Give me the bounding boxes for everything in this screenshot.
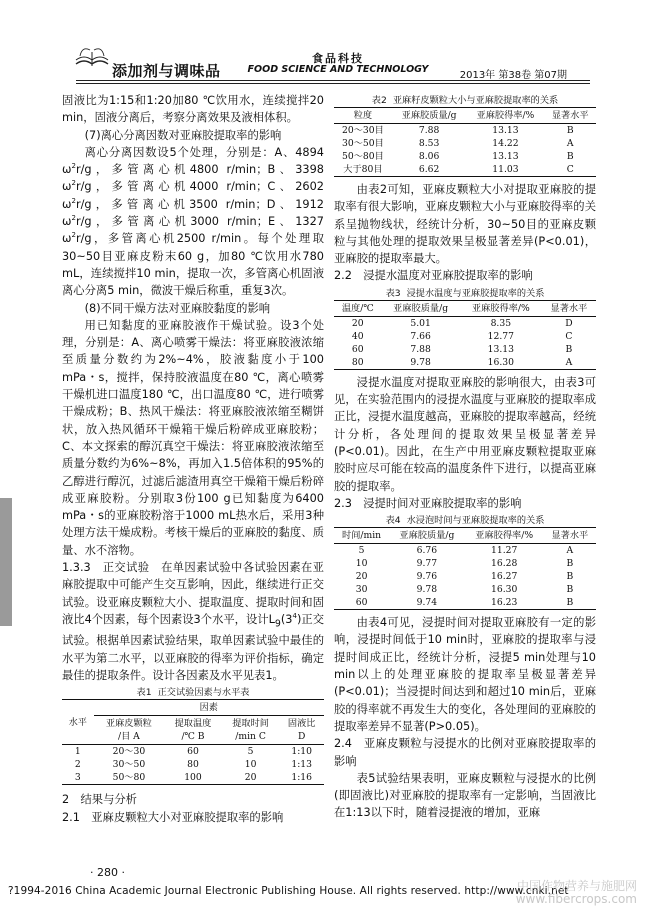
table-header: 亚麻胶得率/% [466,108,544,124]
table-row: 60 9.74 16.23 B [355,597,574,609]
paragraph-7: 离心分离因数设5个处理，分别是：A、4894 $\omega^2r/g$，多管离心机4800 r/min；B、3398 $\omega^2r/g$，多管离心机4000 r/min；C、2602 $\omega^2r/g$，多管离心机3500 r/min；D、1912 $\omega^2r/g$，多管离心机3000 r/min；E、1327 $\omega^2r/g$，多管离心机2500 r/min。每个处理取30~50目亚麻皮粉末60 g，加80 ℃饮用水780 mL，连续搅拌10 min，提取一次，多管离心机固液离心分离5 min，微波干燥后称重，重复3次。 [62,145,324,298]
paragraph-133: 1.3.3 正交试验 在单因素试验中各试验因素在亚麻胶提取中可能产生交互影响，因此，继续进行正交试验。设亚麻皮颗粒大小、提取温度、提取时间和固液比4个因素，每个因素设3个水平，设计$L_9(3^4)$正交试验。根据单因素试验结果，取单因素试验中最佳的水平为第二水平，以亚麻胶的得率为评价指标，确定最佳的提取条件。设计各因素及水平见表1。 [62,561,324,683]
table-header: 时间/min [334,528,389,544]
table-row: 大于80目 6.62 11.03 C [343,164,574,175]
copyright-line: ?1994-2016 China Academic Journal Electronic Publishing House. All rights reserved. http://www.cnki.net [8,885,569,897]
table2-title: 表2 亚麻籽皮颗粒大小与亚麻胶提取率的关系 [371,95,559,106]
table-row: 20～30目 7.88 13.13 B [342,125,574,136]
header-rule [76,80,590,81]
paragraph: 固液比为1:15和1:20加80 ℃饮用水，连续搅拌20 min，固液分离后，考察分离效果及液相体积。 [62,94,324,125]
table-row: 20 5.01 8.35 D [351,317,573,329]
table-header: 亚麻胶质量/g [392,108,467,124]
table-row: 50～80目 8.06 13.13 B [342,151,574,162]
table-header: 亚麻胶得率/% [465,528,544,544]
table-header: 亚麻胶得率/% [460,300,542,316]
table4-title: 表4 水浸泡时间与亚麻胶提取率的关系 [385,515,545,527]
paragraph-2-2: 浸提水温度对提取亚麻胶的影响很大，由表3可见，在实验范围内的浸提水温度与亚麻胶的提取率成正比，浸提水温度越高，亚麻胶的提取率越高，经统计分析，各处理间的提取效果呈极显著差异(P<0.01)。因此，在生产中用亚麻皮颗粒提取亚麻胶时应尽可能在较高的温度条件下进行，以提高亚麻胶的提取率。 [334,375,596,493]
table-header: 固液比 D [279,716,324,745]
journal-title-en: FOOD SCIENCE AND TECHNOLOGY [247,64,429,75]
table-row: 30～50目 8.53 14.22 A [342,138,574,149]
table-row: 3 50～80 100 20 1:16 [74,772,312,784]
section-heading-2-2: 2.2 浸提水温度对亚麻胶提取率的影响 [334,269,533,283]
section-heading-2-3: 2.3 浸提时间对亚麻胶提取率的影响 [334,496,522,510]
page-header [0,0,649,84]
page-number: · 280 · [90,866,125,879]
section-heading-2-4: 2.4 亚麻皮颗粒与浸提水的比例对亚麻胶提取率的影响 [334,737,596,768]
table3-title: 表3 浸提水温度与亚麻胶提取率的关系 [385,287,545,299]
table-header: 粒度 [334,108,392,124]
table-row: 20 9.76 16.27 B [355,571,574,583]
table4 [334,527,596,610]
section-heading-2-1: 2.1 亚麻皮颗粒大小对亚麻胶提取率的影响 [62,810,284,824]
table-header: 水平 [62,700,94,745]
subheading-7: (7)离心分离因数对亚麻胶提取率的影响 [84,128,282,142]
table-row: 60 7.88 13.13 B [351,343,573,355]
open-book-icon [74,42,110,72]
table-row: 80 9.78 16.30 A [351,356,573,368]
table1-title: 表1 正交试验因素与水平表 [136,687,250,699]
table-header: 提取温度 /℃ B [164,716,222,745]
side-tab [0,498,12,626]
table-header: 显著水平 [544,528,596,544]
table-row: 5 6.76 11.27 A [358,545,574,557]
table-header: 提取时间 /min C [222,716,280,745]
paragraph-2-3: 由表4可见，浸提时间对提取亚麻胶有一定的影响，浸提时间低于10 min时，亚麻胶的提取率与浸提时间成正比，经统计分析，浸提5 min处理与10 min以上的处理亚麻胶的提取率呈极显著差异(P<0.01)；当浸提时间达到和超过10 min后，亚麻胶的得率就不再发生大的变化，各处理间的亚麻胶的提取率差异不显著(P>0.05)。 [334,616,596,733]
paragraph-2-4: 表5试验结果表明，亚麻皮颗粒与浸提水的比例(即固液比)对亚麻胶的提取率有一定影响，当固液比在1:13以下时，随着浸提液的增加，亚麻 [334,771,596,820]
issue-info: 2013年 第38卷 第07期 [459,70,567,81]
table-header: 温度/℃ [334,300,382,316]
subheading-8: (8)不同干燥方法对亚麻胶黏度的影响 [84,301,271,315]
table1 [62,699,324,785]
table2 [334,107,596,177]
paragraph-2-1: 由表2可知，亚麻皮颗粒大小对提取亚麻胶的提取率有很大影响，亚麻皮颗粒大小与亚麻胶得率的关系呈抛物线状，经统计分析，30~50目的亚麻皮颗粒与其他处理的提取效果呈极显著差异(P<0.01)，亚麻胶的提取率最大。 [334,183,596,266]
journal-title-cn: 食品科技 [312,52,364,65]
table-row: 30 9.78 16.30 B [355,584,574,596]
right-column [334,92,596,822]
paragraph-8: 用已知黏度的亚麻胶液作干燥试验。设3个处理，分别是：A、离心喷雾干燥法：将亚麻胶液浓缩至质量分数约为2%~4%，胶液黏度小于100 mPa・s，搅拌，保持胶液温度在80 ℃，离心喷雾干燥机进口温度180 ℃，出口温度80 ℃，进行喷雾干燥成粉；B、热风干燥法：将亚麻胶液浓缩至糊饼状，放入热风循环干燥箱干燥后粉碎成亚麻胶粉；C、本文探索的醇沉真空干燥法：将亚麻胶液浓缩至质量分数约为6%~8%，再加入1.5倍体积的95%的乙醇进行醇沉，过滤后滤渣用真空干燥箱干燥后粉碎成亚麻胶粉。分别取3份100 g已知黏度为6400 mPa・s的亚麻胶粉溶于1000 mL热水后，采用3种处理方法干燥成粉。考核干燥后的亚麻胶的黏度、质量、水不溶物。 [62,318,324,557]
table-row: 40 7.66 12.77 C [351,330,573,342]
table-header: 亚麻胶质量/g [389,528,464,544]
table-row: 1 20～30 60 5 1:10 [74,746,312,758]
left-column [62,92,324,826]
table-row: 2 30～50 80 10 1:13 [74,759,312,771]
table-header: 显著水平 [544,108,596,124]
watermark: 中国作物营养与施肥网 www.fibercrops.com [515,879,637,906]
table-header: 显著水平 [542,300,596,316]
table-row: 10 9.77 16.28 B [355,558,574,570]
table3 [334,300,596,370]
table-header: 亚麻皮颗粒 /目 A [94,716,165,745]
table-header: 因素 [94,700,324,716]
table-header: 亚麻胶质量/g [382,300,460,316]
section-name: 添加剂与调味品 [112,62,221,80]
section-heading-2: 2 结果与分析 [62,793,137,807]
header-rule-thin [76,83,590,84]
